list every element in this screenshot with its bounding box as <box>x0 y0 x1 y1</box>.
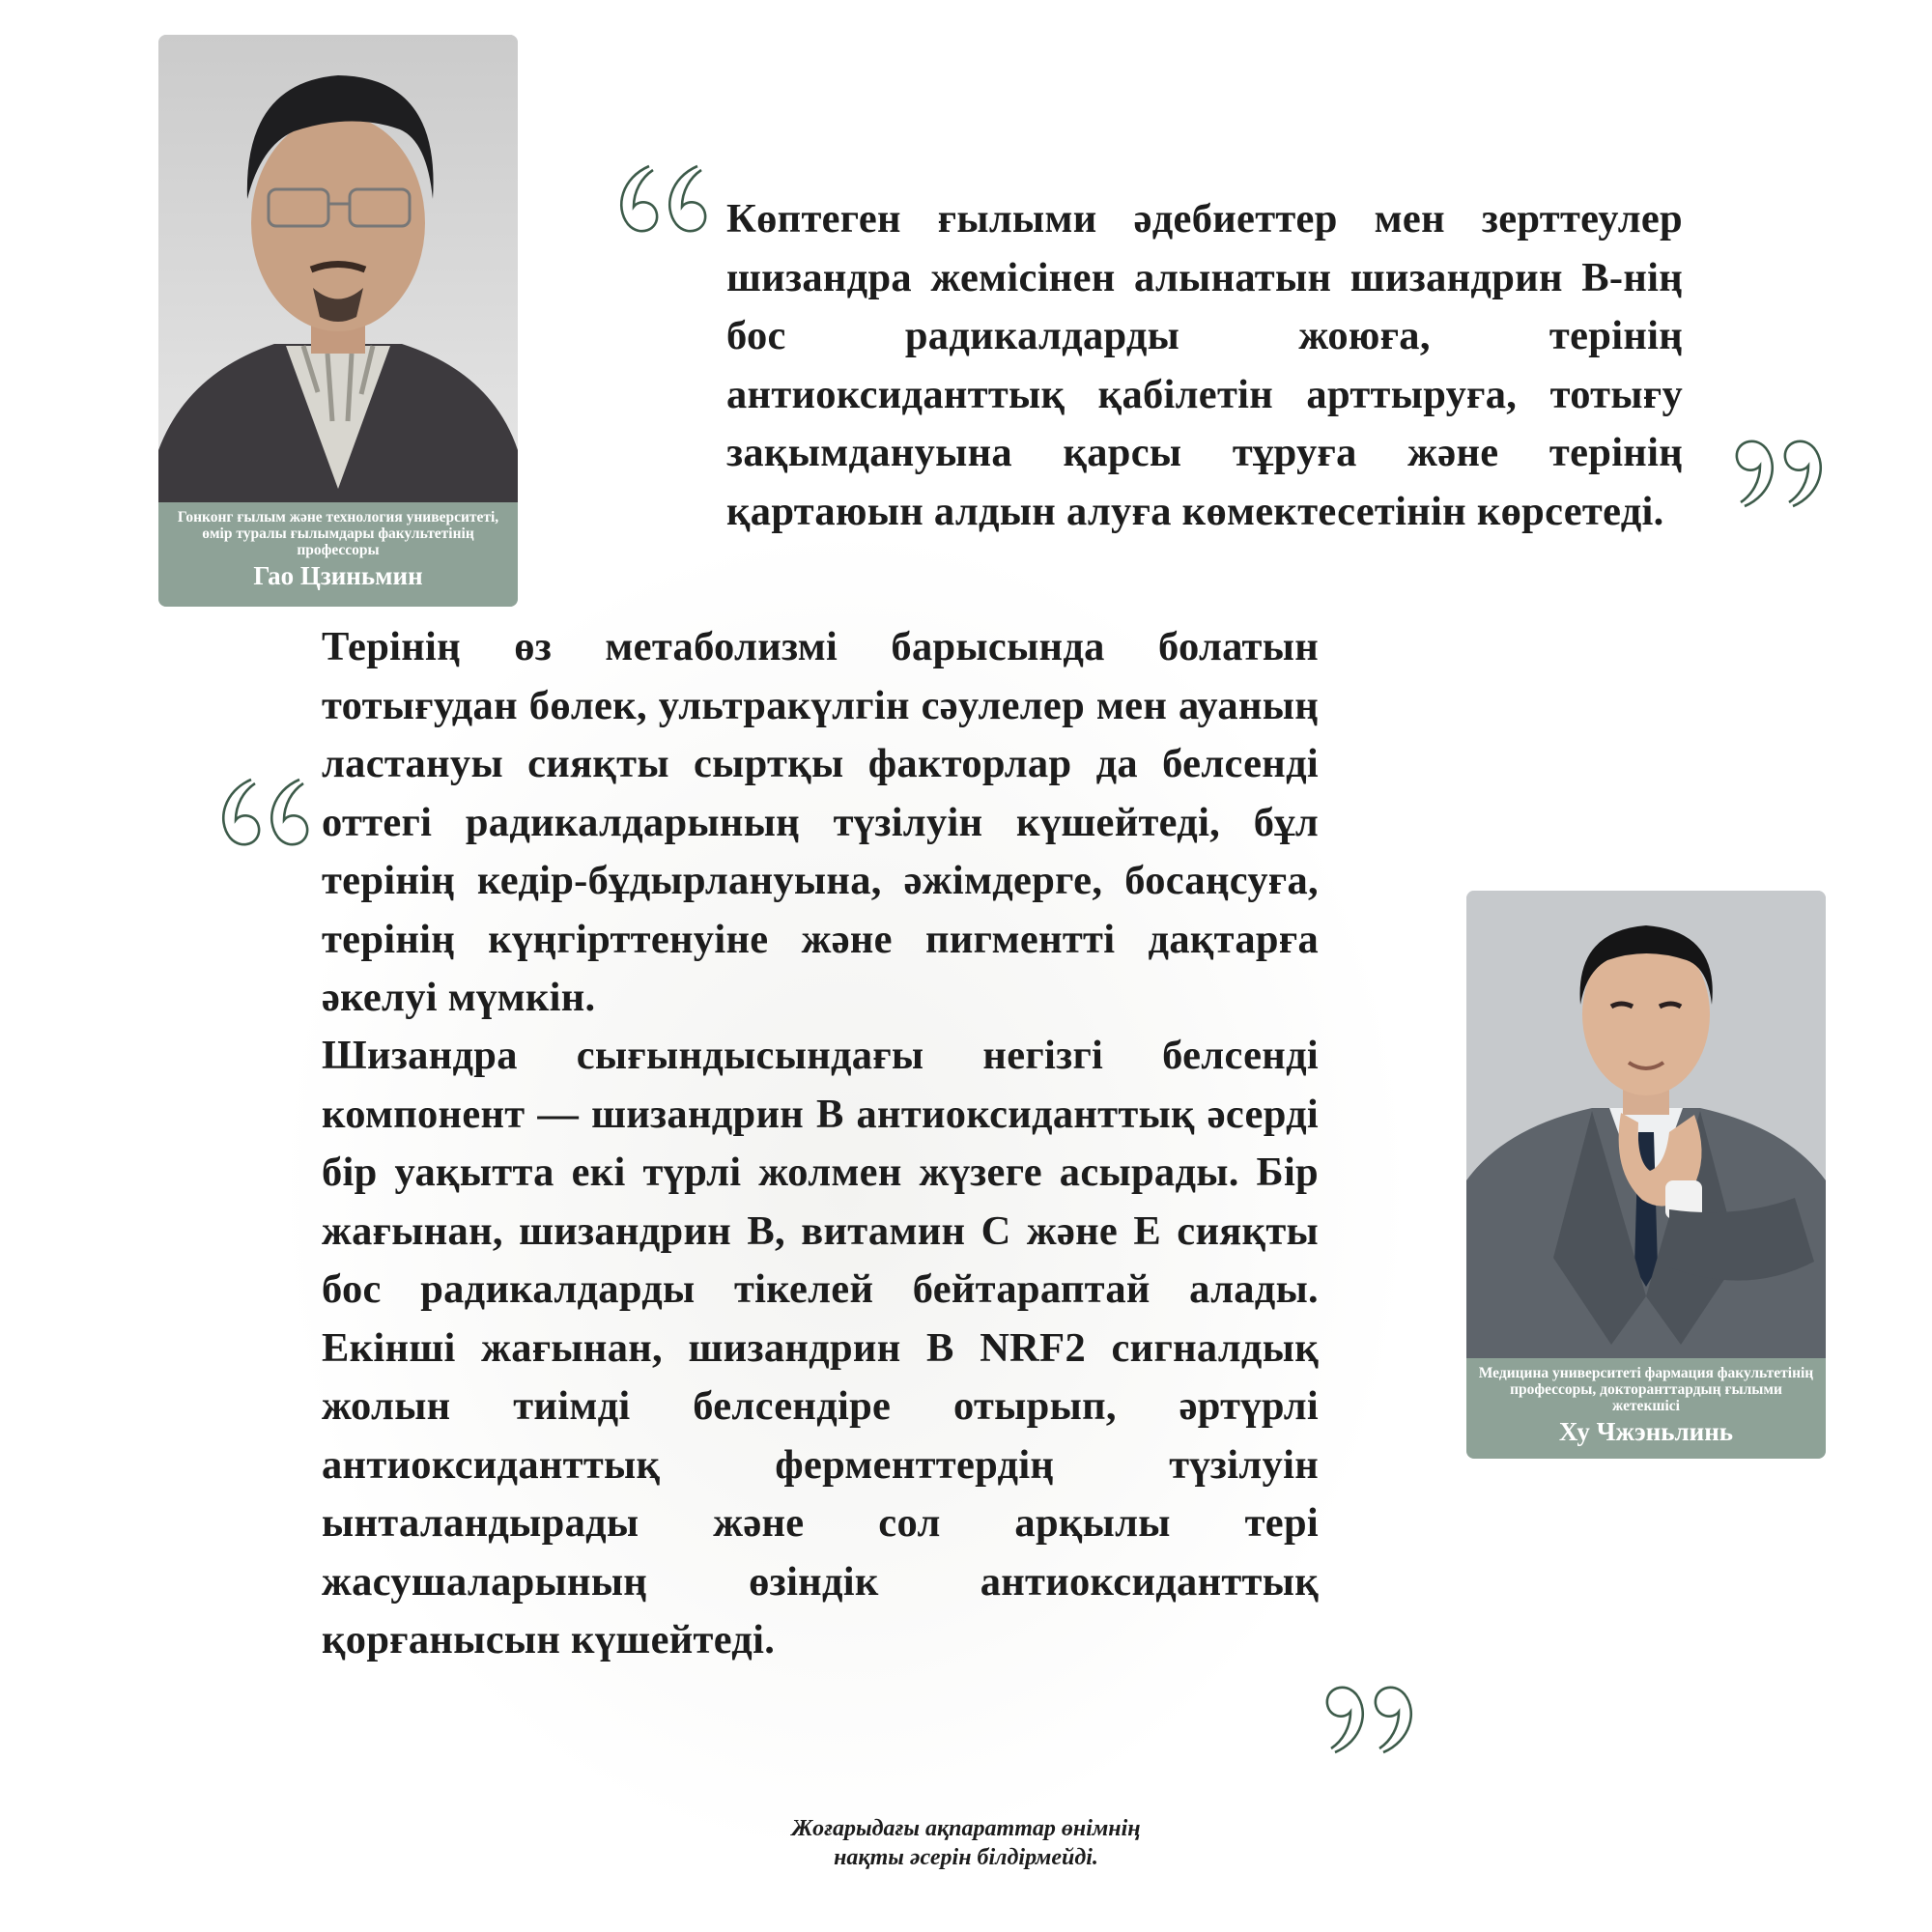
disclaimer-line-1: Жоғарыдағы ақпараттар өнімнің <box>791 1816 1141 1841</box>
professor-hu-caption <box>1466 1358 1826 1459</box>
professor-gao-role: Гонконг ғылым және технология университеті, өмір туралы ғылымдары факультетінің профессоры <box>177 509 499 558</box>
disclaimer <box>676 1814 1256 1872</box>
open-quote-icon <box>611 156 707 240</box>
quote-2-paragraph-1: Терінің өз метаболизмі барысында болатын тотығудан бөлек, ультракүлгін сәулелер мен ауаның ластануы сияқты сыртқы факторлар да белсенді оттегі радикалдарының түзілуін күшейтеді, бұл терінің кедір-бұдырлануына, әжімдерге, босаңсуға, терінің күңгірттенуіне және пигментті дақтарға әкелуі мүмкін. <box>322 624 1319 1020</box>
professor-gao-caption <box>158 502 518 607</box>
quote-2-paragraph-2: Шизандра сығындысындағы негізгі белсенді компонент — шизандрин В антиоксиданттық әсерді бір уақытта екі түрлі жолмен жүзеге асырады. Бір жағынан, шизандрин В, витамин С және Е сияқты бос радикалдарды тікелей бейтараптай алады. Екінші жағынан, шизандрин В NRF2 сигналдық жолын тиімді белсендіре отырып, әртүрлі антиоксиданттық ферменттердің түзілуін ынталандырады және сол арқылы тері жасушаларының өзіндік антиоксиданттық қорғанысын күшейтеді. <box>322 1033 1319 1662</box>
close-quote-icon <box>1735 433 1832 516</box>
quote-1-text: Көптеген ғылыми әдебиеттер мен зерттеулер шизандра жемісінен алынатын шизандрин В-нің бос радикалдарды жоюға, терінің антиоксиданттық қабілетін арттыруға, тотығу зақымдануына қарсы тұруға және терінің қартаюын алдын алуға көмектесетінін көрсетеді. <box>726 196 1683 534</box>
professor-gao-photo <box>158 35 518 502</box>
professor-hu-card <box>1466 891 1826 1459</box>
professor-gao-card <box>158 35 518 607</box>
professor-hu-photo <box>1466 891 1826 1358</box>
open-quote-icon <box>213 770 309 853</box>
professor-hu-name: Ху Чжэньлинь <box>1558 1417 1734 1446</box>
professor-gao-name: Гао Цзиньмин <box>253 561 423 590</box>
close-quote-icon <box>1325 1679 1422 1762</box>
professor-hu-role: Медицина университеті фармация факультетінің профессоры, докторанттардың ғылыми жетекшісі <box>1478 1365 1814 1414</box>
disclaimer-line-2: нақты әсерін білдірмейді. <box>834 1845 1098 1870</box>
